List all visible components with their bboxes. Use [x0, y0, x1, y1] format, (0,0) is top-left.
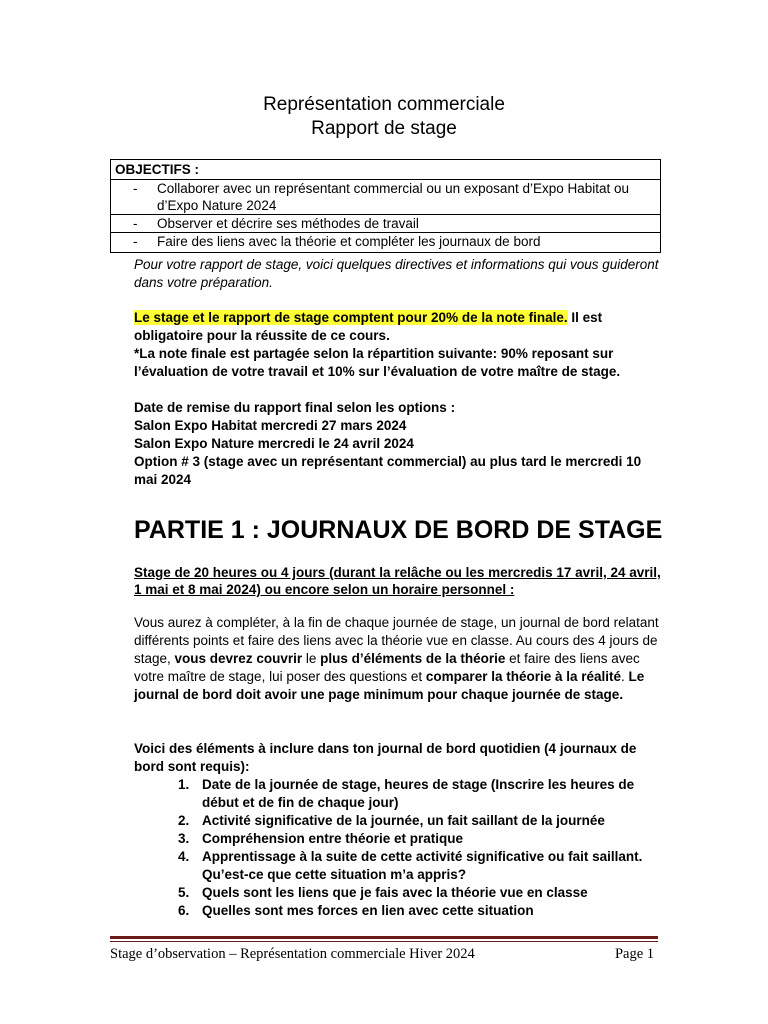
elements-list	[178, 776, 664, 920]
objectif-text: Faire des liens avec la théorie et compléter les journaux de bord	[157, 234, 541, 249]
objectifs-list	[111, 180, 660, 250]
list-text: Activité significative de la journée, un fait saillant de la journée	[202, 813, 605, 828]
list-item	[178, 902, 664, 920]
list-number: 3.	[178, 831, 190, 846]
footer-divider-thin	[110, 941, 658, 942]
list-number: 6.	[178, 903, 190, 918]
list-item	[178, 884, 664, 902]
grading-requirement: Il est obligatoire pour la réussite de ce cours.	[134, 310, 603, 343]
document-subtitle: Rapport de stage	[311, 118, 457, 139]
due-dates-heading: Date de remise du rapport final selon les options :	[134, 400, 456, 415]
text-run: Vous aurez à compléter, à la fin de chaque journée de stage, un journal de bord relatant différents points et faire des liens avec la théorie vue en classe. Au cours des 4 jours de stage,	[134, 615, 659, 666]
list-number: 1.	[178, 777, 190, 792]
list-text: Compréhension entre théorie et pratique	[202, 831, 464, 846]
list-item	[178, 776, 664, 812]
stage-heading: Stage de 20 heures ou 4 jours (durant la relâche ou les mercredis 17 avril, 24 avril, 1 mai et 8 mai 2024) ou encore selon un horaire personnel :	[134, 565, 661, 597]
stage-description	[134, 614, 664, 704]
due-date-habitat: Salon Expo Habitat mercredi 27 mars 2024	[134, 418, 407, 433]
objectif-item	[111, 214, 660, 232]
grading-paragraph	[134, 309, 664, 381]
text-run: .	[621, 669, 629, 684]
dash-bullet: -	[133, 181, 138, 196]
list-text: Quelles sont mes forces en lien avec cette situation	[202, 903, 534, 918]
document-title: Représentation commerciale	[263, 94, 505, 115]
list-text: Apprentissage à la suite de cette activité significative ou fait saillant. Qu’est-ce que cette situation m’a appris?	[202, 849, 643, 882]
intro-paragraph: Pour votre rapport de stage, voici quelques directives et informations qui vous guideront dans votre préparation.	[134, 257, 659, 290]
text-run: et faire des liens avec votre maître de stage, lui poser des questions et	[134, 651, 640, 684]
objectif-text: Collaborer avec un représentant commercial ou un exposant d’Expo Habitat ou d’Expo Nature 2024	[157, 181, 630, 213]
list-number: 2.	[178, 813, 190, 828]
list-text: Quels sont les liens que je fais avec la théorie vue en classe	[202, 885, 588, 900]
footer-divider	[110, 936, 658, 939]
bold-run: plus d’éléments de la théorie	[320, 651, 506, 666]
list-item	[178, 848, 664, 884]
due-date-option3: Option # 3 (stage avec un représentant commercial) au plus tard le mercredi 10 mai 2024	[134, 454, 642, 487]
page-number: Page 1	[614, 946, 654, 962]
objectif-item	[111, 180, 660, 214]
bold-run: vous devrez couvrir	[174, 651, 303, 666]
bold-run: comparer la théorie à la réalité	[425, 669, 622, 684]
objectifs-heading: OBJECTIFS :	[111, 160, 660, 180]
due-date-nature: Salon Expo Nature mercredi le 24 avril 2024	[134, 436, 414, 451]
dash-bullet: -	[133, 234, 138, 249]
objectif-text: Observer et décrire ses méthodes de travail	[157, 216, 419, 231]
elements-intro: Voici des éléments à inclure dans ton journal de bord quotidien (4 journaux de bord sont requis):	[134, 741, 637, 774]
text-run: le	[302, 651, 321, 666]
due-dates	[134, 399, 664, 489]
highlighted-grading-text: Le stage et le rapport de stage comptent pour 20% de la note finale.	[134, 310, 568, 325]
list-number: 5.	[178, 885, 190, 900]
list-text: Date de la journée de stage, heures de stage (Inscrire les heures de début et de fin de chaque jour)	[202, 777, 635, 810]
bold-run: Le journal de bord doit avoir une page minimum pour chaque journée de stage.	[134, 669, 645, 702]
objectifs-box	[110, 159, 661, 253]
list-item	[178, 830, 664, 848]
grading-note: *La note finale est partagée selon la répartition suivante: 90% reposant sur l’évaluation de votre travail et 10% sur l’évaluation de votre maître de stage.	[134, 346, 621, 379]
list-item	[178, 812, 664, 830]
dash-bullet: -	[133, 216, 138, 231]
section-heading: PARTIE 1 : JOURNAUX DE BORD DE STAGE	[134, 516, 663, 544]
objectif-item	[111, 232, 660, 250]
footer-text: Stage d’observation – Représentation commerciale Hiver 2024	[110, 946, 475, 962]
list-number: 4.	[178, 849, 190, 864]
